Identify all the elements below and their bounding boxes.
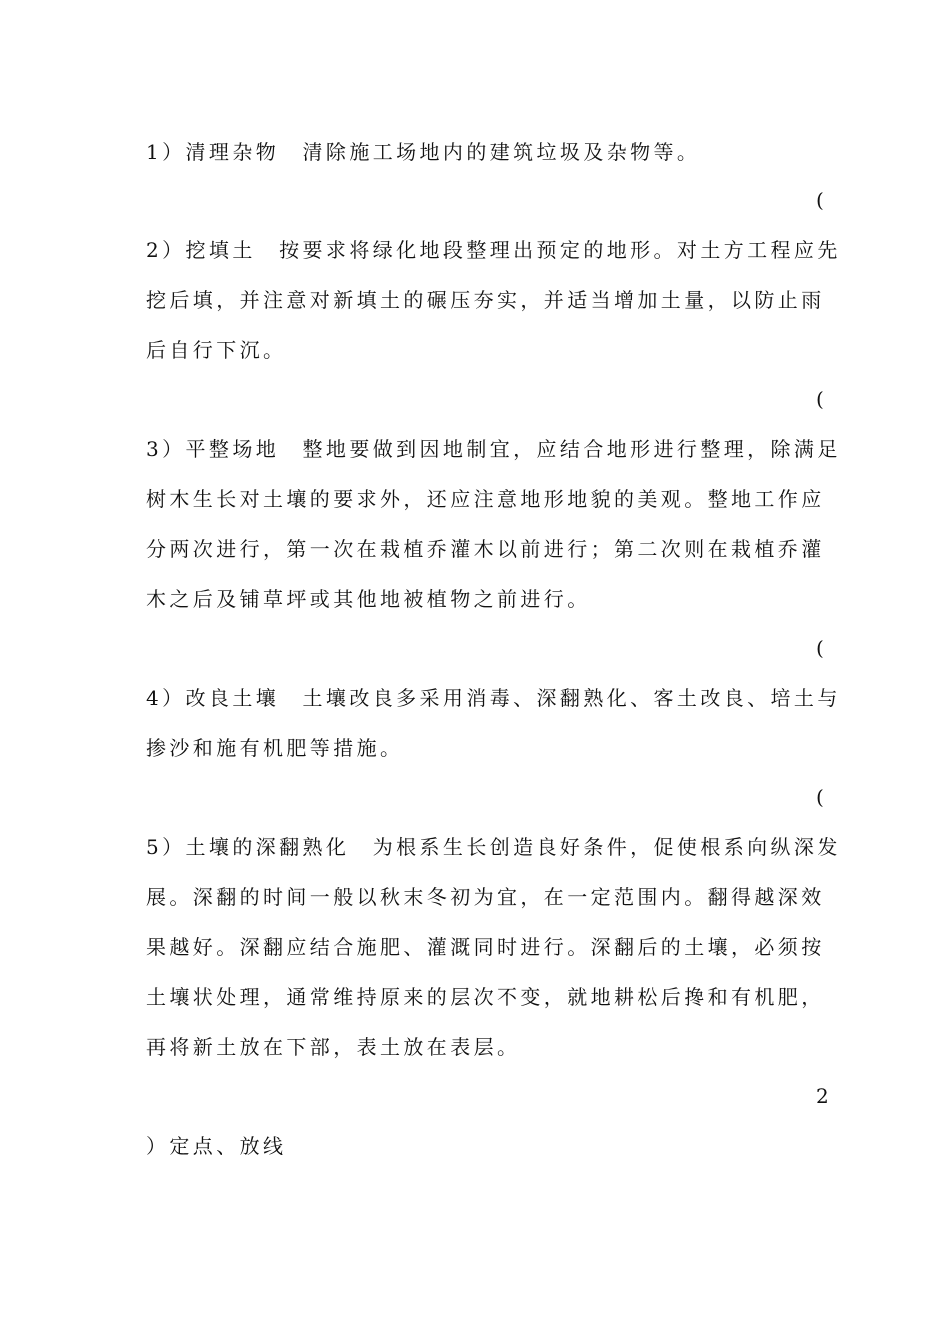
text-line: 4）改良土壤 土壤改良多采用消毒、深翻熟化、客土改良、培土与 — [146, 686, 841, 710]
margin-marker: ( — [816, 387, 824, 411]
text-line: 展。深翻的时间一般以秋末冬初为宜，在一定范围内。翻得越深效 — [146, 885, 825, 909]
paragraph-clear-debris — [146, 127, 806, 177]
margin-marker: 2 — [816, 1084, 829, 1108]
margin-marker: ( — [816, 188, 824, 212]
text-line: 2）挖填土 按要求将绿化地段整理出预定的地形。对土方工程应先 — [146, 238, 841, 262]
text-line: 树木生长对土壤的要求外，还应注意地形地貌的美观。整地工作应 — [146, 487, 825, 511]
paragraph-deep-tillage — [146, 822, 841, 1072]
text-line: ）定点、放线 — [146, 1134, 287, 1158]
paragraph-improve-soil — [146, 673, 841, 773]
text-line: 果越好。深翻应结合施肥、灌溉同时进行。深翻后的土壤，必须按 — [146, 935, 825, 959]
text-line: 掺沙和施有机肥等措施。 — [146, 736, 404, 760]
margin-marker: ( — [816, 785, 824, 809]
text-line: 3）平整场地 整地要做到因地制宜，应结合地形进行整理，除满足 — [146, 437, 841, 461]
margin-marker: ( — [816, 636, 824, 660]
text-line: 后自行下沉。 — [146, 338, 287, 362]
text-line: 挖后填，并注意对新填土的碾压夯实，并适当增加土量，以防止雨 — [146, 288, 825, 312]
text-line: 土壤状处理，通常维持原来的层次不变，就地耕松后搀和有机肥， — [146, 985, 825, 1009]
paragraph-level-site — [146, 424, 841, 624]
text-line: 木之后及铺草坪或其他地被植物之前进行。 — [146, 587, 591, 611]
text-line: 1）清理杂物 清除施工场地内的建筑垃圾及杂物等。 — [146, 140, 701, 164]
paragraph-excavate-fill — [146, 225, 841, 375]
text-line: 5）土壤的深翻熟化 为根系生长创造良好条件，促使根系向纵深发 — [146, 835, 841, 859]
text-line: 再将新土放在下部，表土放在表层。 — [146, 1035, 521, 1059]
text-line: 分两次进行，第一次在栽植乔灌木以前进行；第二次则在栽植乔灌 — [146, 537, 825, 561]
paragraph-set-out-lines — [146, 1121, 806, 1171]
